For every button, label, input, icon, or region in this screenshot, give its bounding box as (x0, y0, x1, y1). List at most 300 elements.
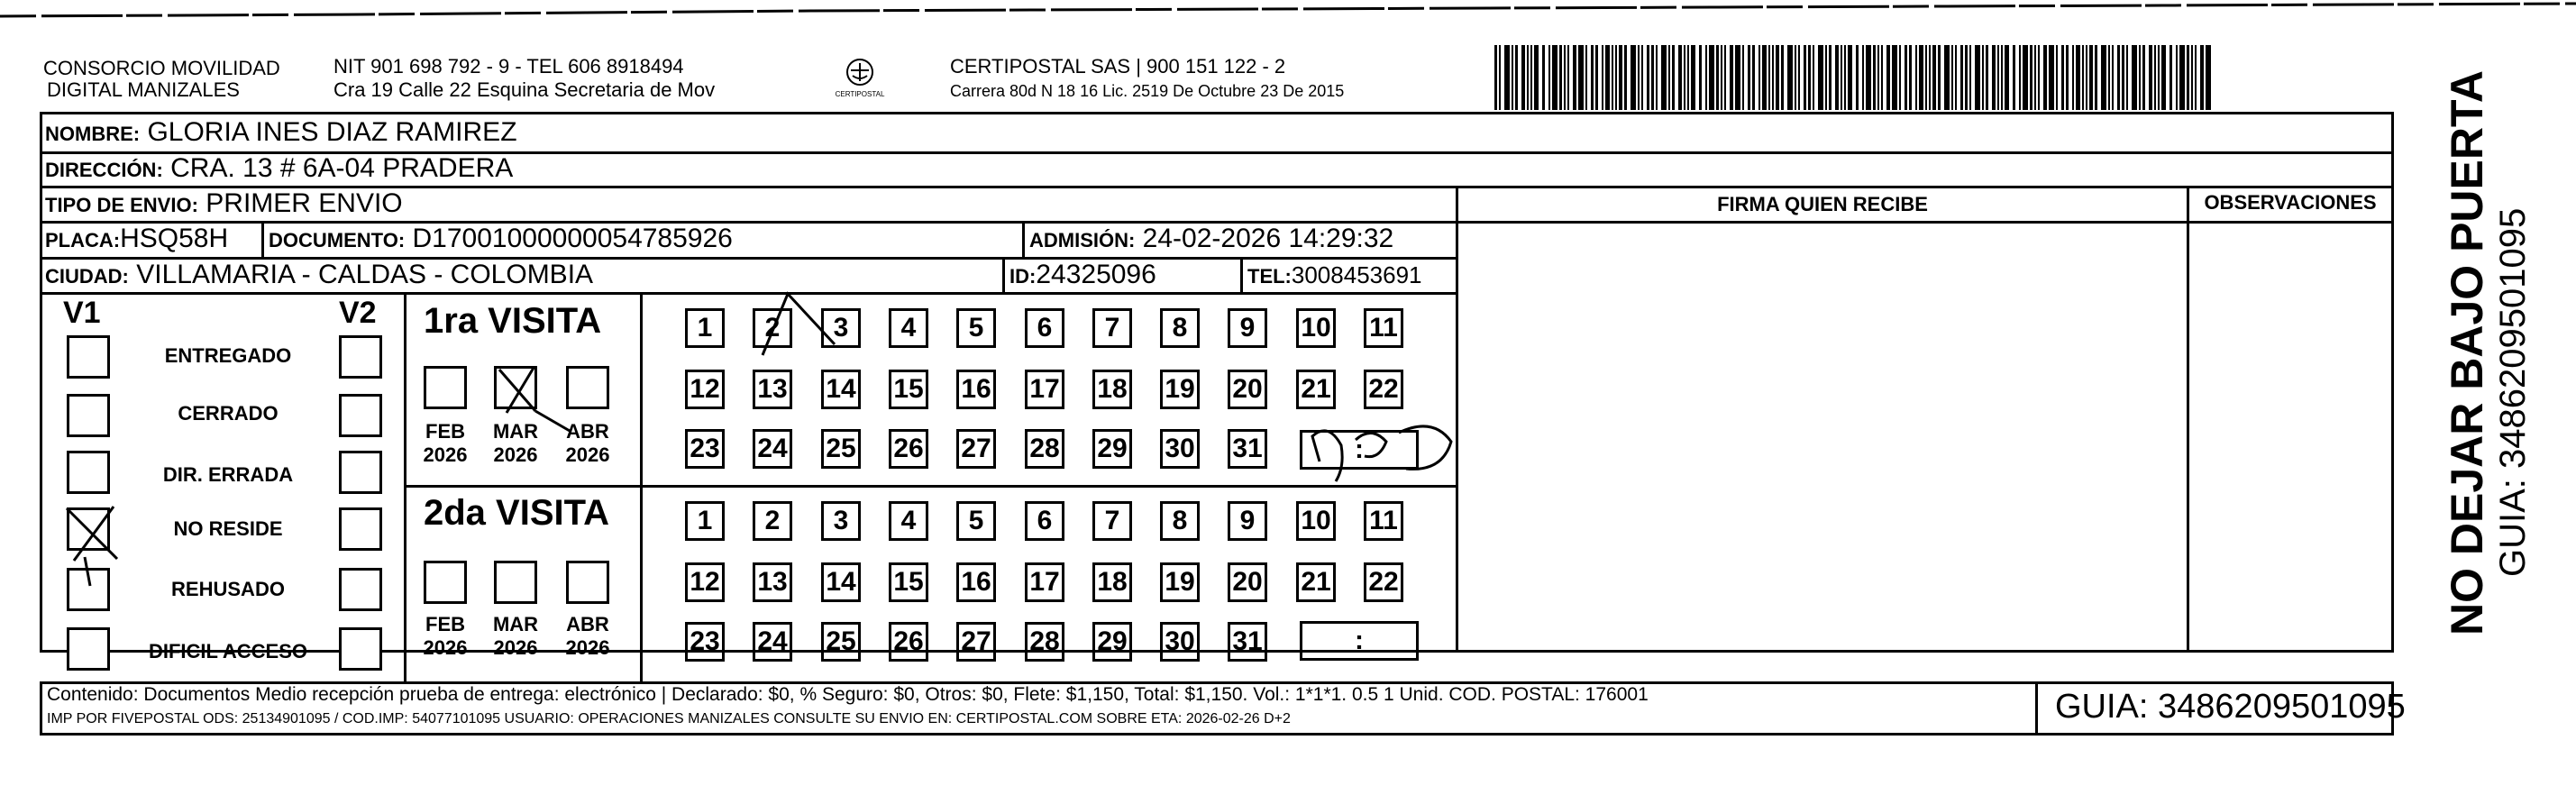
second-visit-day-23[interactable]: 23 (685, 622, 725, 662)
v2-checkbox-cerrado[interactable] (339, 394, 382, 437)
second-visit-day-17[interactable]: 17 (1025, 562, 1064, 602)
option-dir-errada: DIR. ERRADA (162, 463, 294, 486)
barcode-bar (2089, 45, 2093, 110)
barcode-bar (1841, 45, 1842, 110)
first-visit-day-25[interactable]: 25 (821, 429, 861, 469)
barcode-bar (1595, 45, 1598, 110)
second-visit-day-26[interactable]: 26 (889, 622, 928, 662)
barcode-bar (1691, 45, 1695, 110)
first-visit-day-26[interactable]: 26 (889, 429, 928, 469)
options-divider (404, 292, 406, 684)
barcode-bar (1873, 45, 1876, 110)
second-visit-mar-box[interactable] (494, 561, 537, 604)
option-dificil-acceso: DIFICIL ACCESO (148, 640, 307, 662)
placa-value: HSQ58H (120, 224, 229, 253)
direccion-value: CRA. 13 # 6A-04 PRADERA (170, 153, 514, 183)
barcode-bar (1499, 45, 1501, 110)
year-label: 2026 (493, 443, 538, 466)
first-visit-feb-box[interactable] (424, 366, 467, 409)
barcode-bar (1705, 45, 1707, 110)
barcode-bar (1661, 45, 1667, 110)
barcode-bar (2126, 45, 2128, 110)
handwritten-x-mark (54, 496, 126, 595)
admision-value: 24-02-2026 14:29:32 (1142, 224, 1394, 253)
barcode-bar (1668, 45, 1670, 110)
side-warning: NO DEJAR BAJO PUERTA (2442, 70, 2492, 635)
barcode-bar (2158, 45, 2160, 110)
barcode-bar (1795, 45, 1796, 110)
barcode-bar (1651, 45, 1654, 110)
barcode-bar (1965, 45, 1968, 110)
id-value: 24325096 (1036, 260, 1156, 289)
documento-label: DOCUMENTO: (269, 229, 406, 251)
first-visit-day-17[interactable]: 17 (1025, 370, 1064, 409)
barcode-bar (2170, 45, 2172, 110)
first-visit-title: 1ra VISITA (424, 301, 602, 341)
barcode-bar (2072, 45, 2074, 110)
barcode-bar (1808, 45, 1811, 110)
barcode-bar (1591, 45, 1594, 110)
first-visit-day-27[interactable]: 27 (956, 429, 996, 469)
barcode-bar (2191, 45, 2193, 110)
barcode-bar (2013, 45, 2015, 110)
barcode-bar (2034, 45, 2036, 110)
barcode-bar (2049, 45, 2054, 110)
barcode-bar (1684, 45, 1685, 110)
second-visit-abr-box[interactable] (566, 561, 609, 604)
second-visit-day-8[interactable]: 8 (1160, 501, 1200, 541)
second-visit-day-4[interactable]: 4 (889, 501, 928, 541)
second-visit-time-box[interactable] (1300, 621, 1419, 661)
barcode-bar (1899, 45, 1901, 110)
first-visit-day-14[interactable]: 14 (821, 370, 861, 409)
barcode-bar (1641, 45, 1643, 110)
barcode-bar (1781, 45, 1784, 110)
barcode-bar (1848, 45, 1852, 110)
barcode-bar (1866, 45, 1871, 110)
second-visit-month-abr (555, 613, 620, 660)
barcode-bar (1925, 45, 1927, 110)
barcode-bar (1909, 45, 1912, 110)
footer-guia: GUIA: 3486209501095 (2055, 688, 2406, 726)
direccion-row (45, 152, 513, 187)
option-entregado: ENTREGADO (164, 344, 292, 367)
barcode-bar (1758, 45, 1760, 110)
barcode-bar (2076, 45, 2080, 110)
firma-title: FIRMA QUIEN RECIBE (1717, 193, 1928, 215)
barcode-bar (1929, 45, 1931, 110)
second-visit-day-1[interactable]: 1 (685, 501, 725, 541)
barcode-bar (1619, 45, 1622, 110)
month-label: FEB (425, 420, 465, 443)
barcode-bar (1578, 45, 1584, 110)
first-visit-day-4[interactable]: 4 (889, 308, 928, 348)
barcode-bar (1730, 45, 1733, 110)
second-visit-day-25[interactable]: 25 (821, 622, 861, 662)
barcode-bar (1835, 45, 1839, 110)
barcode-bar (2056, 45, 2058, 110)
barcode-bar (1647, 45, 1649, 110)
barcode-bar (1752, 45, 1755, 110)
v1-header: V1 (63, 296, 101, 330)
second-visit-day-6[interactable]: 6 (1025, 501, 1064, 541)
first-visit-day-20[interactable]: 20 (1228, 370, 1267, 409)
year-label: 2026 (493, 636, 538, 659)
barcode-bar (1844, 45, 1846, 110)
v1-checkbox-dificil-acceso[interactable] (67, 627, 110, 671)
v1-checkbox-entregado[interactable] (67, 335, 110, 379)
nombre-row (45, 116, 517, 151)
second-visit-day-12[interactable]: 12 (685, 562, 725, 602)
barcode-bar (2112, 45, 2114, 110)
barcode-bar (1986, 45, 1988, 110)
first-visit-day-21[interactable]: 21 (1296, 370, 1336, 409)
tipo-row (45, 187, 403, 222)
second-visit-day-7[interactable]: 7 (1092, 501, 1132, 541)
barcode (1494, 45, 2214, 110)
barcode-bar (1862, 45, 1864, 110)
scan-edge-line (0, 0, 2576, 23)
second-visit-day-18[interactable]: 18 (1092, 562, 1132, 602)
second-visit-day-15[interactable]: 15 (889, 562, 928, 602)
barcode-bar (1716, 45, 1719, 110)
time-separator: : (1355, 434, 1364, 464)
ciudad-value: VILLAMARIA - CALDAS - COLOMBIA (136, 260, 594, 289)
placa-label: PLACA: (45, 229, 121, 251)
barcode-bar (1602, 45, 1603, 110)
barcode-bar (2038, 45, 2040, 110)
month-label: ABR (566, 613, 609, 635)
year-label: 2026 (565, 636, 610, 659)
first-visit-day-22[interactable]: 22 (1364, 370, 1403, 409)
tel-divider (1240, 257, 1243, 292)
ciudad-label: CIUDAD: (45, 265, 129, 288)
placa-divider (261, 221, 264, 257)
tipo-value: PRIMER ENVIO (206, 188, 403, 218)
barcode-bar (1892, 45, 1897, 110)
barcode-bar (2082, 45, 2084, 110)
carrier-line-1: CERTIPOSTAL SAS | 900 151 122 - 2 (950, 55, 1286, 78)
carrier-line-2: Carrera 80d N 18 16 Lic. 2519 De Octubre 23 De 2015 (950, 82, 1345, 100)
id-label: ID: (1009, 265, 1037, 288)
second-visit-day-27[interactable]: 27 (956, 622, 996, 662)
v2-checkbox-rehusado[interactable] (339, 568, 382, 611)
footer-line-1: Contenido: Documentos Medio recepción prueba de entrega: electrónico | Declarado: $0, % Seguro: $0, Otros: $0, Flete: $1,150, Total: $1,150. Vol.: 1*1*1. 0.5 1 Unid. COD. POSTAL: 176001 (47, 684, 1649, 705)
barcode-bar (1982, 45, 1984, 110)
id-row (1009, 259, 1156, 293)
barcode-bar (1975, 45, 1980, 110)
barcode-bar (2176, 45, 2178, 110)
barcode-bar (2206, 45, 2211, 110)
barcode-bar (1527, 45, 1529, 110)
barcode-bar (2117, 45, 2120, 110)
first-visit-day-10[interactable]: 10 (1296, 308, 1336, 348)
barcode-bar (1762, 45, 1767, 110)
second-visit-day-20[interactable]: 20 (1228, 562, 1267, 602)
v1-checkbox-dir-errada[interactable] (67, 451, 110, 494)
barcode-bar (2200, 45, 2204, 110)
month-label: MAR (492, 420, 539, 443)
second-visit-day-14[interactable]: 14 (821, 562, 861, 602)
company-line-1: CONSORCIO MOVILIDAD (43, 57, 280, 79)
second-visit-day-21[interactable]: 21 (1296, 562, 1336, 602)
barcode-bar (1638, 45, 1640, 110)
tel-value: 3008453691 (1291, 261, 1422, 288)
barcode-bar (1494, 45, 1497, 110)
barcode-bar (1955, 45, 1957, 110)
barcode-bar (1542, 45, 1545, 110)
barcode-bar (1905, 45, 1907, 110)
barcode-bar (2195, 45, 2197, 110)
barcode-bar (1804, 45, 1806, 110)
barcode-bar (1992, 45, 1996, 110)
barcode-bar (1631, 45, 1636, 110)
documento-row (269, 223, 733, 257)
v1-checkbox-cerrado[interactable] (67, 394, 110, 437)
barcode-bar (2139, 45, 2141, 110)
second-visit-day-24[interactable]: 24 (753, 622, 792, 662)
second-visit-day-16[interactable]: 16 (956, 562, 996, 602)
first-visit-day-16[interactable]: 16 (956, 370, 996, 409)
second-visit-feb-box[interactable] (424, 561, 467, 604)
barcode-bar (1672, 45, 1675, 110)
barcode-bar (1512, 45, 1513, 110)
second-visit-day-29[interactable]: 29 (1092, 622, 1132, 662)
barcode-bar (1534, 45, 1539, 110)
barcode-bar (1960, 45, 1963, 110)
admision-divider (1022, 221, 1025, 257)
v2-checkbox-dir-errada[interactable] (339, 451, 382, 494)
barcode-bar (1768, 45, 1770, 110)
barcode-bar (1877, 45, 1879, 110)
barcode-bar (1678, 45, 1682, 110)
logo-text: CERTIPOSTAL (835, 90, 885, 98)
barcode-bar (2019, 45, 2021, 110)
barcode-bar (1721, 45, 1722, 110)
barcode-bar (1818, 45, 1823, 110)
barcode-bar (1997, 45, 1999, 110)
nit-line: NIT 901 698 792 - 9 - TEL 606 8918494 (333, 55, 684, 78)
barcode-bar (1748, 45, 1750, 110)
barcode-bar (1787, 45, 1793, 110)
first-visit-day-11[interactable]: 11 (1364, 308, 1403, 348)
tel-row (1247, 259, 1422, 293)
certipostal-logo (833, 54, 887, 105)
barcode-bar (1585, 45, 1587, 110)
barcode-bar (2161, 45, 2166, 110)
barcode-bar (2001, 45, 2003, 110)
v2-header: V2 (339, 296, 377, 330)
option-cerrado: CERRADO (178, 402, 279, 425)
barcode-bar (2023, 45, 2028, 110)
barcode-bar (2061, 45, 2064, 110)
barcode-bar (2108, 45, 2110, 110)
barcode-bar (1699, 45, 1702, 110)
second-visit-day-22[interactable]: 22 (1364, 562, 1403, 602)
year-label: 2026 (423, 636, 468, 659)
barcode-bar (1798, 45, 1800, 110)
months-divider (640, 292, 643, 684)
month-label: ABR (566, 420, 609, 443)
address-line: Cra 19 Calle 22 Esquina Secretaria de Mov (333, 78, 716, 101)
documento-value: D17001000000054785926 (412, 224, 733, 253)
first-visit-month-mar (483, 420, 548, 467)
barcode-bar (1724, 45, 1726, 110)
first-visit-day-15[interactable]: 15 (889, 370, 928, 409)
company-line-2: DIGITAL MANIZALES (47, 78, 240, 101)
second-visit-day-13[interactable]: 13 (753, 562, 792, 602)
barcode-bar (1829, 45, 1832, 110)
barcode-bar (1521, 45, 1525, 110)
barcode-bar (2187, 45, 2189, 110)
first-visit-day-31[interactable]: 31 (1228, 429, 1267, 469)
barcode-bar (1548, 45, 1550, 110)
month-label: MAR (492, 613, 539, 635)
right-edge (2391, 112, 2394, 653)
tipo-label: TIPO DE ENVIO: (45, 194, 198, 216)
barcode-bar (1919, 45, 1923, 110)
barcode-bar (1530, 45, 1532, 110)
first-visit-day-23[interactable]: 23 (685, 429, 725, 469)
first-visit-day-7[interactable]: 7 (1092, 308, 1132, 348)
first-visit-day-13[interactable]: 13 (753, 370, 792, 409)
first-visit-day-19[interactable]: 19 (1160, 370, 1200, 409)
barcode-bar (2154, 45, 2156, 110)
barcode-bar (2122, 45, 2124, 110)
barcode-bar (1656, 45, 1658, 110)
second-visit-day-3[interactable]: 3 (821, 501, 861, 541)
barcode-bar (1559, 45, 1562, 110)
second-visit-day-11[interactable]: 11 (1364, 501, 1403, 541)
first-visit-day-24[interactable]: 24 (753, 429, 792, 469)
first-visit-day-2[interactable]: 2 (753, 308, 792, 348)
barcode-bar (1564, 45, 1566, 110)
first-visit-day-30[interactable]: 30 (1160, 429, 1200, 469)
barcode-bar (1944, 45, 1950, 110)
barcode-bar (2095, 45, 2097, 110)
admision-label: ADMISIÓN: (1029, 229, 1136, 251)
first-visit-day-3[interactable]: 3 (821, 308, 861, 348)
barcode-bar (1552, 45, 1557, 110)
barcode-bar (1624, 45, 1627, 110)
side-guia: GUIA: 3486209501095 (2493, 207, 2533, 577)
barcode-bar (1886, 45, 1890, 110)
option-rehusado: REHUSADO (171, 578, 285, 600)
first-visit-day-28[interactable]: 28 (1025, 429, 1064, 469)
barcode-bar (1813, 45, 1814, 110)
barcode-bar (1776, 45, 1779, 110)
year-label: 2026 (565, 443, 610, 466)
barcode-bar (2142, 45, 2145, 110)
footer-divider (2035, 681, 2038, 736)
barcode-bar (1856, 45, 1859, 110)
nombre-value: GLORIA INES DIAZ RAMIREZ (147, 117, 517, 147)
second-visit-day-19[interactable]: 19 (1160, 562, 1200, 602)
first-visit-month-abr (555, 420, 620, 467)
barcode-bar (2005, 45, 2009, 110)
barcode-bar (1515, 45, 1518, 110)
first-visit-day-8[interactable]: 8 (1160, 308, 1200, 348)
barcode-bar (1938, 45, 1941, 110)
first-visit-day-1[interactable]: 1 (685, 308, 725, 348)
second-visit-day-9[interactable]: 9 (1228, 501, 1267, 541)
admision-row (1029, 223, 1393, 257)
second-visit-month-mar (483, 613, 548, 660)
first-visit-day-5[interactable]: 5 (956, 308, 996, 348)
barcode-bar (1709, 45, 1714, 110)
id-divider (1002, 257, 1005, 292)
option-no-reside: NO RESIDE (173, 517, 283, 540)
second-visit-day-31[interactable]: 31 (1228, 622, 1267, 662)
second-visit-day-28[interactable]: 28 (1025, 622, 1064, 662)
footer-line-2: IMP POR FIVEPOSTAL ODS: 25134901095 / COD.IMP: 54077101095 USUARIO: OPERACIONES MANIZALES CONSULTE SU ENVIO EN: CERTIPOSTAL.COM SOBRE ETA: 2026-02-26 D+2 (47, 711, 1291, 726)
first-visit-day-6[interactable]: 6 (1025, 308, 1064, 348)
second-visit-day-30[interactable]: 30 (1160, 622, 1200, 662)
second-visit-day-10[interactable]: 10 (1296, 501, 1336, 541)
barcode-bar (1969, 45, 1971, 110)
barcode-bar (2043, 45, 2047, 110)
barcode-bar (1612, 45, 1613, 110)
v2-checkbox-dificil-acceso[interactable] (339, 627, 382, 671)
first-visit-day-12[interactable]: 12 (685, 370, 725, 409)
barcode-bar (1881, 45, 1883, 110)
second-visit-title: 2da VISITA (424, 493, 609, 533)
month-label: FEB (425, 613, 465, 635)
first-visit-month-feb (413, 420, 478, 467)
direccion-label: DIRECCIÓN: (45, 159, 163, 181)
barcode-bar (1915, 45, 1917, 110)
handwritten-day2-mark (748, 287, 847, 359)
second-visit-day-2[interactable]: 2 (753, 501, 792, 541)
nombre-label: NOMBRE: (45, 123, 141, 145)
v2-checkbox-no-reside[interactable] (339, 507, 382, 551)
ciudad-row (45, 259, 593, 293)
observaciones-divider (2187, 186, 2189, 653)
time-separator: : (1355, 626, 1364, 655)
barcode-bar (2030, 45, 2032, 110)
barcode-bar (2149, 45, 2152, 110)
observaciones-title: OBSERVACIONES (2204, 191, 2377, 214)
barcode-bar (1825, 45, 1827, 110)
second-visit-month-feb (413, 613, 478, 660)
barcode-bar (1504, 45, 1510, 110)
second-visit-day-5[interactable]: 5 (956, 501, 996, 541)
barcode-bar (2101, 45, 2106, 110)
barcode-bar (1615, 45, 1617, 110)
barcode-bar (1951, 45, 1953, 110)
barcode-bar (2132, 45, 2137, 110)
first-visit-day-18[interactable]: 18 (1092, 370, 1132, 409)
first-visit-day-29[interactable]: 29 (1092, 429, 1132, 469)
barcode-bar (1605, 45, 1610, 110)
barcode-bar (1567, 45, 1569, 110)
first-visit-day-9[interactable]: 9 (1228, 308, 1267, 348)
barcode-bar (2086, 45, 2087, 110)
barcode-bar (1932, 45, 1936, 110)
barcode-bar (1772, 45, 1774, 110)
barcode-bar (2179, 45, 2185, 110)
barcode-bar (2066, 45, 2069, 110)
year-label: 2026 (423, 443, 468, 466)
handwritten-time-scribble (1293, 409, 1464, 490)
barcode-bar (1687, 45, 1689, 110)
barcode-bar (1735, 45, 1740, 110)
barcode-bar (1742, 45, 1744, 110)
tel-label: TEL: (1247, 265, 1292, 288)
barcode-bar (1573, 45, 1576, 110)
placa-row (45, 223, 228, 257)
v2-checkbox-entregado[interactable] (339, 335, 382, 379)
